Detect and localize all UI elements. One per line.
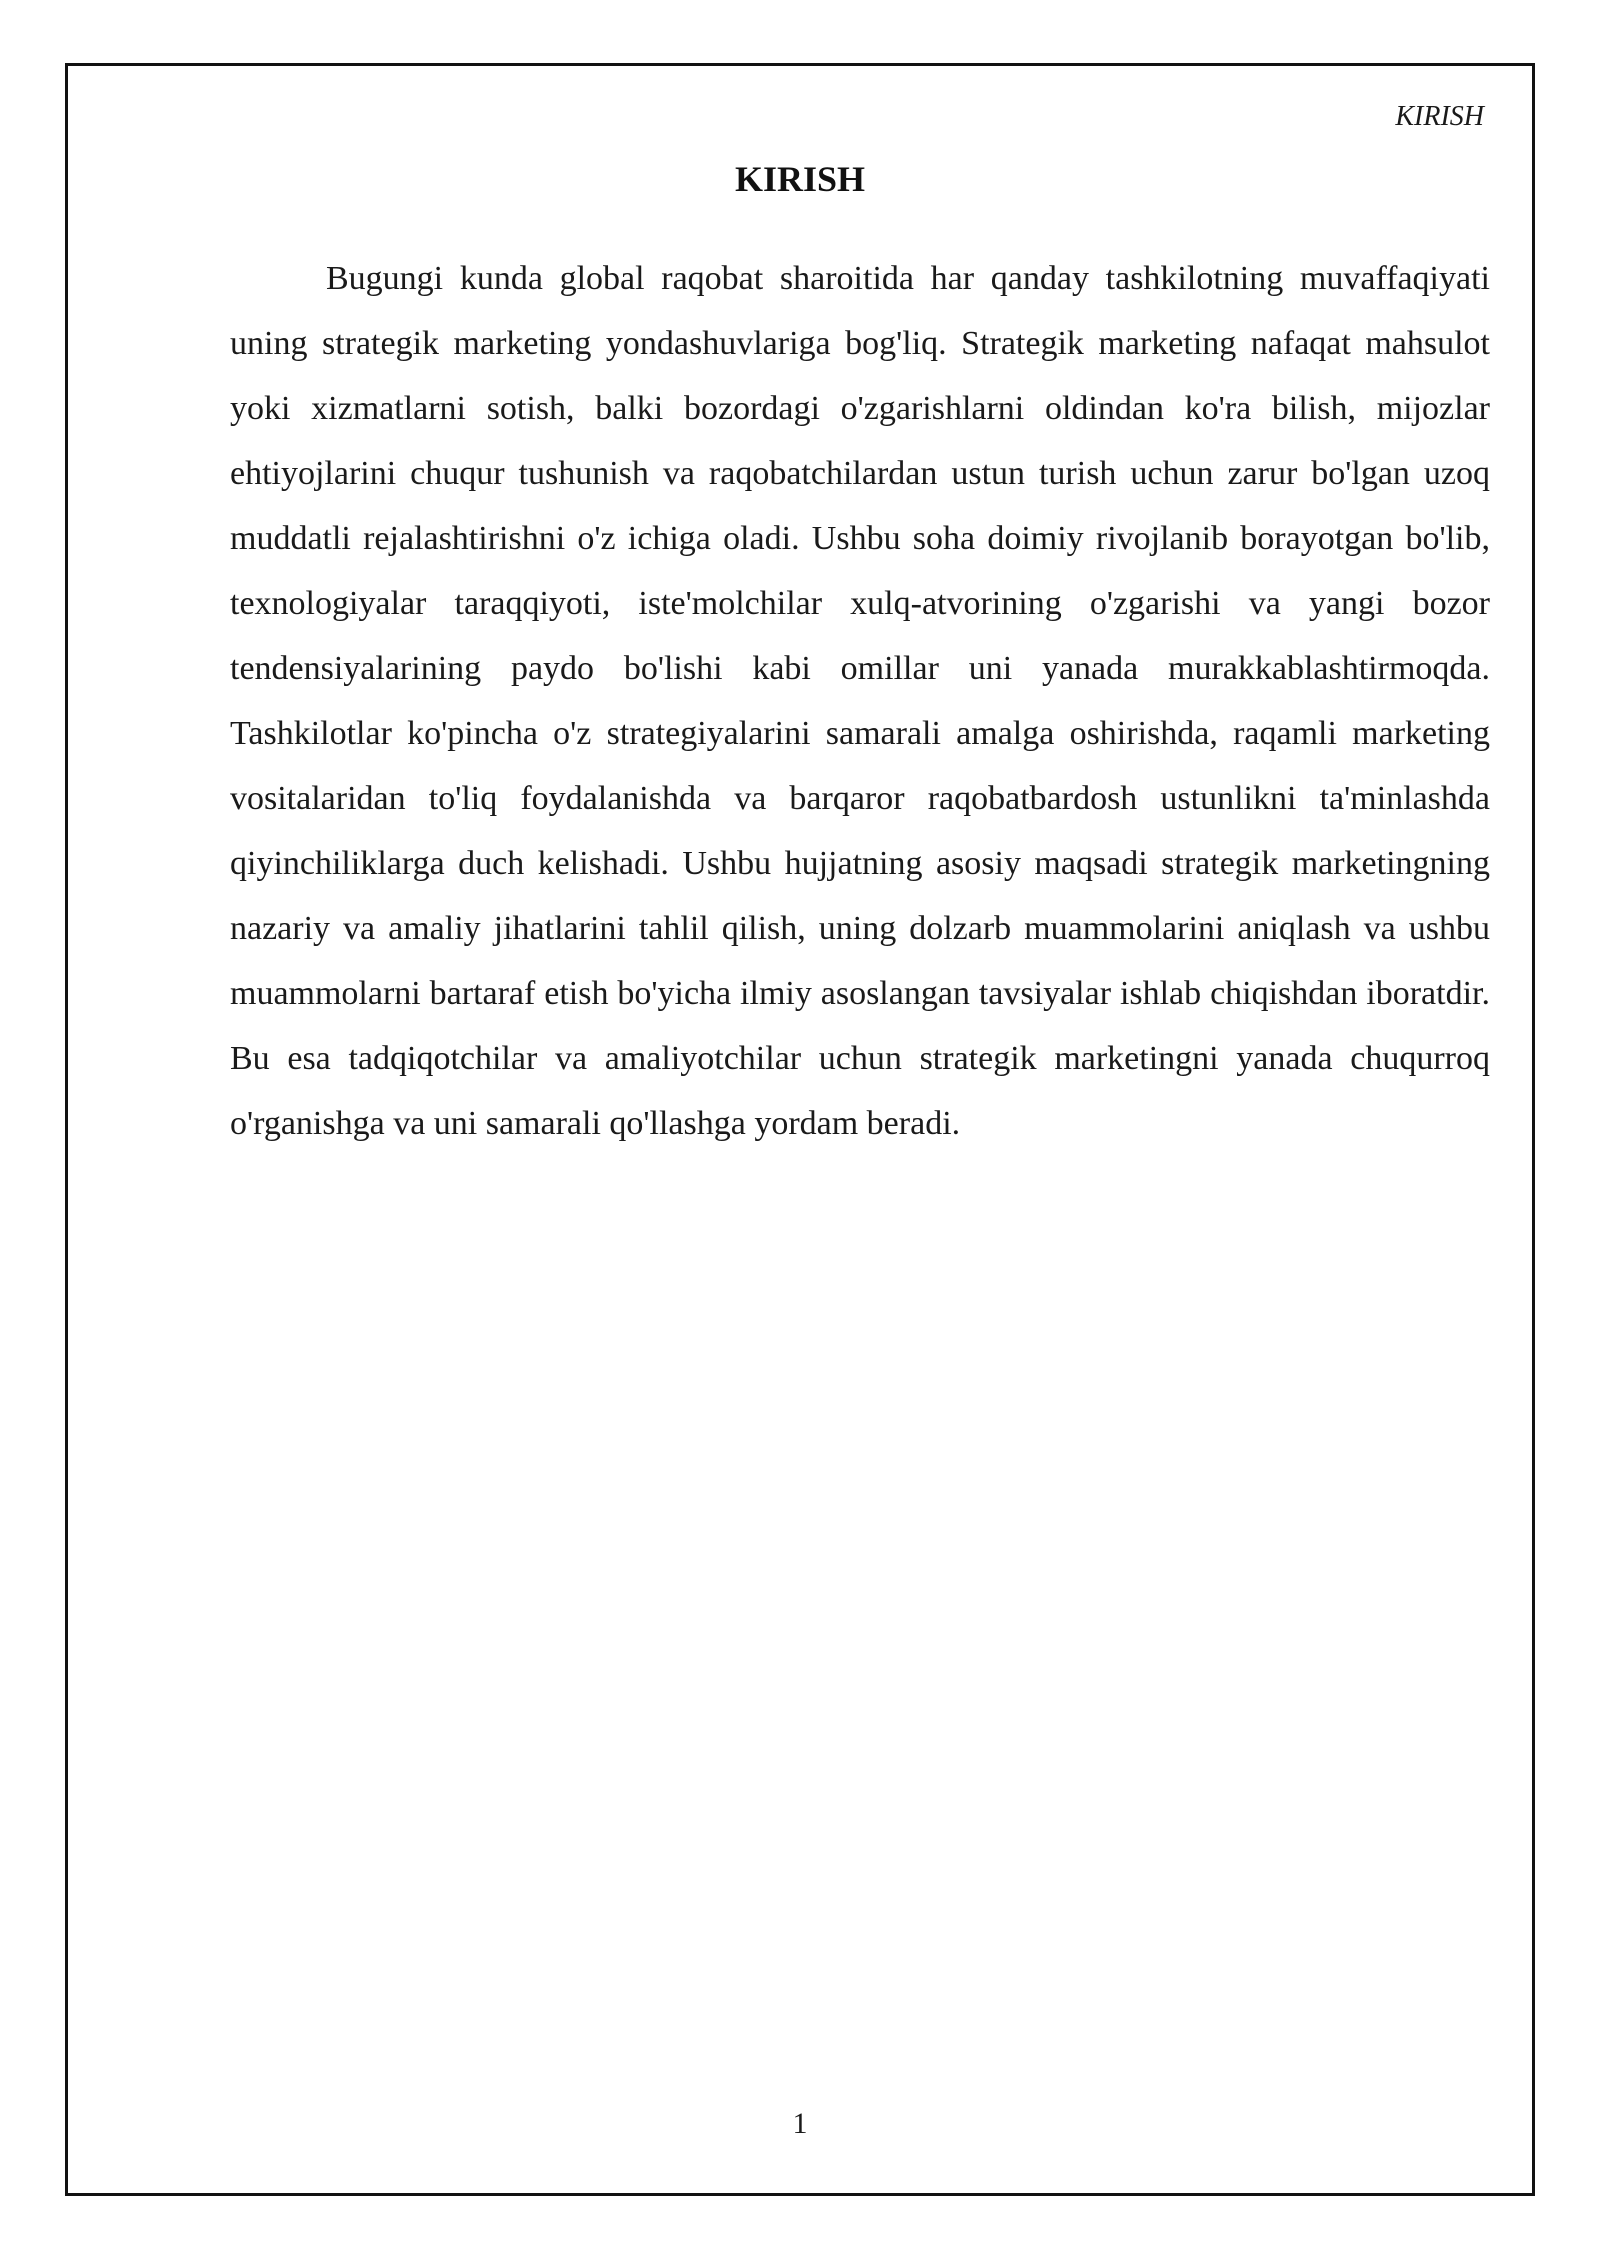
page-border (65, 63, 1535, 2196)
page-title: KIRISH (734, 159, 866, 199)
running-header: KIRISH (1395, 101, 1484, 132)
body-paragraph: Bugungi kunda global raqobat sharoitida har qanday tashkilotning muvaffaqiyati uning strategik marketing yondashuvlariga bog'liq. Strategik marketing nafaqat mahsulot yoki xizmatlarni sotish, balki bozordagi o'zgarishlarni oldindan ko'ra bilish, mijozlar ehtiyojlarini chuqur tushunish va raqobatchilardan ustun turish uchun zarur bo'lgan uzoq muddatli rejalashtirishni o'z ichiga oladi. Ushbu soha doimiy rivojlanib borayotgan bo'lib, texnologiyalar taraqqiyoti, iste'molchilar xulq-atvorining o'zgarishi va yangi bozor tendensiyalarining paydo bo'lishi kabi omillar uni yanada murakkablashtirmoqda. Tashkilotlar ko'pincha o'z strategiyalarini samarali amalga oshirishda, raqamli marketing vositalaridan to'liq foydalanishda va barqaror raqobatbardosh ustunlikni ta'minlashda qiyinchiliklarga duch kelishadi. Ushbu hujjatning asosiy maqsadi strategik marketingning nazariy va amaliy jihatlarini tahlil qilish, uning dolzarb muammolarini aniqlash va ushbu muammolarni bartaraf etish bo'yicha ilmiy asoslangan tavsiyalar ishlab chiqishdan iboratdir. Bu esa tadqiqotchilar va amaliyotchilar uchun strategik marketingni yanada chuqurroq o'rganishga va uni samarali qo'llashga yordam beradi. (230, 260, 1490, 1142)
page-number: 1 (792, 2107, 808, 2140)
